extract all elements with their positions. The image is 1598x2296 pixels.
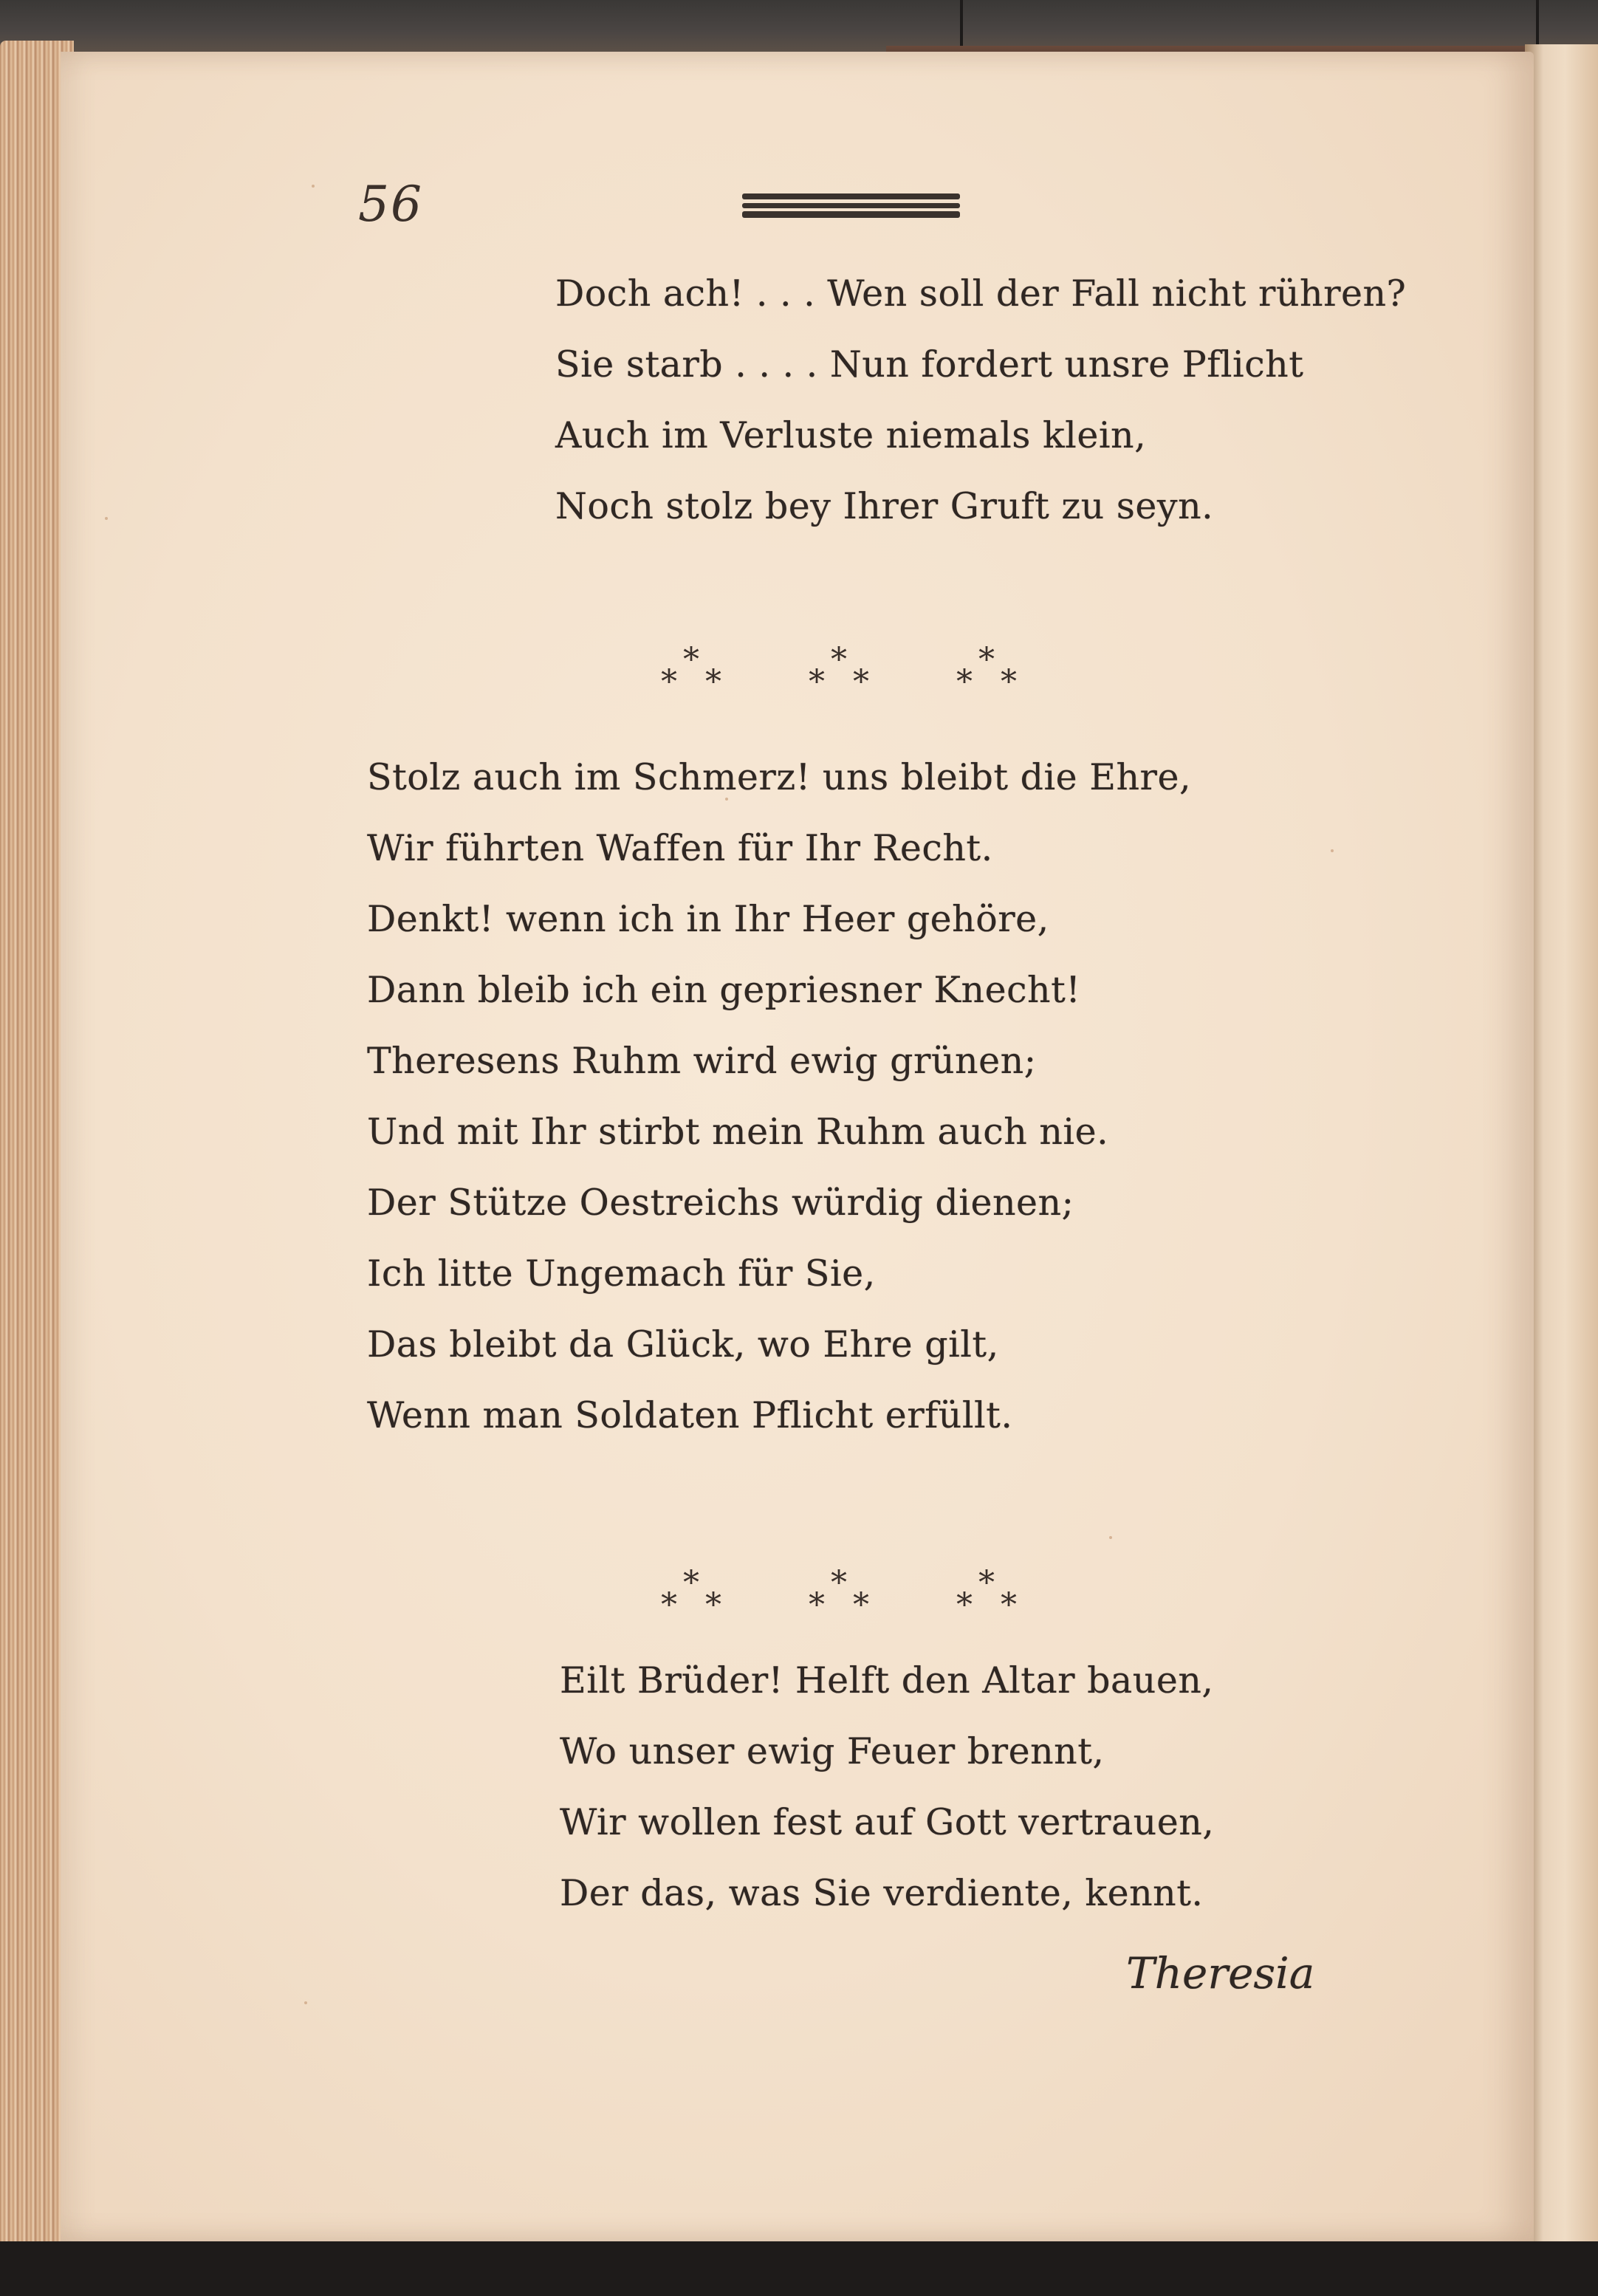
scanner-bed-top [0,0,1598,52]
header-rule [742,193,960,223]
asterisk: * [1001,663,1017,701]
verse-line: Noch stolz bey Ihrer Gruft zu seyn. [555,485,1214,527]
paper-fleck [312,185,315,188]
paper-fleck [105,517,108,520]
verse-line: Das bleibt da Glück, wo Ehre gilt, [367,1323,999,1365]
rule-line [742,211,960,218]
verse-line: Sie starb . . . . Nun fordert unsre Pflicht [555,343,1304,385]
verse-line: Auch im Verluste niemals klein, [555,414,1147,456]
asterisk: * [661,1586,677,1624]
scanner-bed-bottom [0,2241,1598,2296]
asterism-divider [661,1564,1030,1626]
asterism [956,1564,1030,1626]
asterisk: * [1001,1586,1017,1624]
stanza-1 [555,258,1406,542]
verse-line: Der das, was Sie verdiente, kennt. [560,1872,1204,1914]
verse-line: Dann bleib ich ein gepriesner Knecht! [367,969,1081,1011]
asterisk: * [831,1564,847,1602]
paper-fleck [1331,849,1334,852]
verse-line: Wir wollen fest auf Gott vertrauen, [560,1801,1215,1843]
asterisk: * [683,641,699,679]
verse-line: Wir führten Waffen für Ihr Recht. [367,827,993,869]
asterisk: * [956,663,973,701]
scanner-seam [960,0,963,52]
verse-line: Wo unser ewig Feuer brennt, [560,1730,1105,1772]
asterisk: * [956,1586,973,1624]
asterisk: * [978,1564,995,1602]
verse-line: Und mit Ihr stirbt mein Ruhm auch nie. [367,1111,1109,1153]
asterism [661,1564,735,1626]
verse-line: Theresens Ruhm wird ewig grünen; [367,1040,1037,1082]
asterisk: * [831,641,847,679]
asterism-divider [661,641,1030,703]
asterisk: * [809,1586,825,1624]
asterism [809,1564,882,1626]
rule-line [742,203,960,208]
asterisk: * [705,663,721,701]
verse-line: Ich litte Ungemach für Sie, [367,1252,876,1295]
paper-fleck [304,2001,307,2004]
verse-line: Der Stütze Oestreichs würdig dienen; [367,1182,1074,1224]
verse-line: Denkt! wenn ich in Ihr Heer gehöre, [367,898,1049,940]
asterisk: * [853,1586,869,1624]
asterisk: * [978,641,995,679]
asterism [661,641,735,703]
asterisk: * [661,663,677,701]
rule-line [742,193,960,199]
verse-line: Wenn man Soldaten Pflicht erfüllt. [367,1394,1013,1436]
facing-page-edge [1525,44,1598,2249]
stanza-2 [367,742,1191,1451]
stanza-3 [560,1645,1214,1929]
asterisk: * [705,1586,721,1624]
asterisk: * [683,1564,699,1602]
page-number: 56 [358,176,423,233]
verse-line: Stolz auch im Schmerz! uns bleibt die Ehre, [367,756,1192,798]
asterisk: * [853,663,869,701]
paper-fleck [1109,1536,1112,1539]
asterism [956,641,1030,703]
verse-line: Doch ach! . . . Wen soll der Fall nicht rühren? [555,273,1407,315]
signature: Theresia [1126,1948,1315,1998]
asterism [809,641,882,703]
verse-line: Eilt Brüder! Helft den Altar bauen, [560,1659,1214,1702]
asterisk: * [809,663,825,701]
